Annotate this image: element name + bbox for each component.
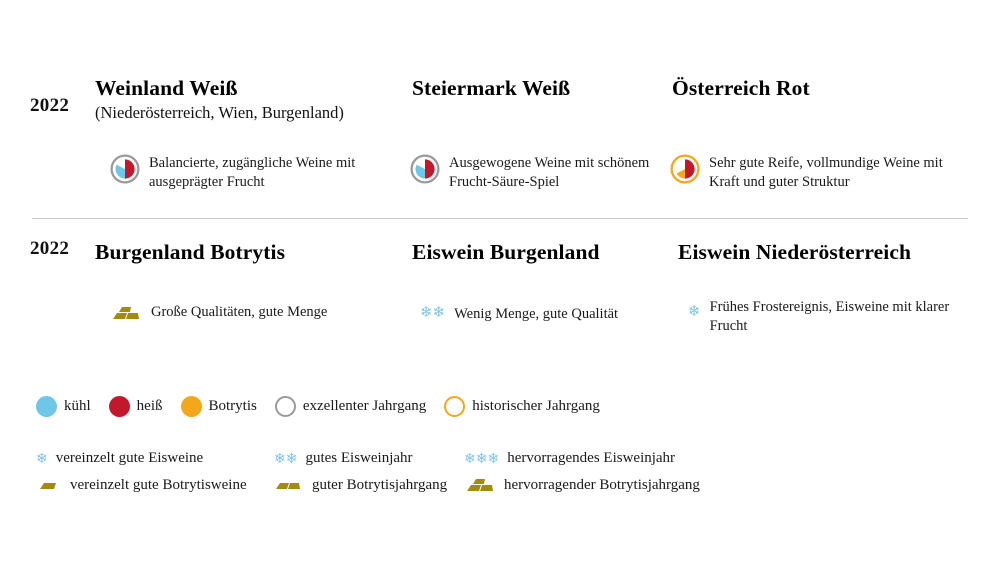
legend-item-kuehl	[36, 396, 91, 417]
legend-item-vereinzelt-gute-eisweine	[36, 450, 274, 467]
legend-item-botrytis	[181, 396, 257, 417]
legend-label: historischer Jahrgang	[472, 398, 600, 414]
legend-label: heiß	[136, 398, 163, 414]
legend-item-heiss	[109, 396, 163, 417]
legend-item-hervorragendes-eisweinjahr	[464, 450, 700, 467]
legend-label: kühl	[64, 398, 91, 414]
column-title: Steiermark Weiß	[412, 76, 571, 100]
dot-botrytis-icon	[181, 396, 202, 417]
legend-secondary-grid	[36, 450, 700, 495]
legend-primary-row	[36, 396, 618, 417]
column-title: Weinland Weiß	[95, 76, 238, 100]
entry-oesterreich-rot	[670, 154, 954, 192]
legend-item-historischer-jahrgang	[444, 396, 600, 417]
legend-label: Botrytis	[208, 398, 257, 414]
dot-hot-icon	[109, 396, 130, 417]
ring-gold-icon	[444, 396, 465, 417]
legend-label: exzellenter Jahrgang	[302, 398, 427, 414]
snowflakes-two-icon: ❄❄	[274, 450, 298, 467]
gold-bars-three-icon	[464, 475, 496, 495]
column-burgenland-botrytis	[95, 240, 395, 265]
column-weinland-weiss	[95, 76, 395, 123]
legend-item-hervorragender-botrytisjahrgang	[464, 475, 700, 495]
column-title: Burgenland Botrytis	[95, 240, 286, 264]
column-title: Eiswein Burgenland	[412, 240, 600, 264]
entry-description: Große Qualitäten, gute Menge	[151, 304, 328, 320]
pie-cool-hot-ring-grey-icon	[110, 154, 140, 184]
column-title: Eiswein Niederösterreich	[678, 240, 912, 264]
column-eiswein-burgenland	[412, 240, 662, 265]
entry-eiswein-niederoesterreich	[688, 298, 955, 336]
gold-bars-one-icon	[36, 478, 62, 492]
dot-cool-icon	[36, 396, 57, 417]
legend-label: hervorragender Botrytisjahrgang	[504, 476, 700, 493]
year-label-2: 2022	[30, 238, 70, 259]
pie-hot-botrytis-ring-gold-icon	[670, 154, 700, 184]
pie-cool-hot-ring-grey-icon	[410, 154, 440, 184]
legend-item-exzellenter-jahrgang	[275, 396, 426, 417]
entry-steiermark-weiss	[410, 154, 694, 192]
entry-burgenland-botrytis	[110, 303, 327, 327]
entry-description: Frühes Frostereignis, Eisweine mit klarer Frucht	[709, 299, 950, 335]
column-steiermark-weiss	[412, 76, 662, 101]
column-subtitle: (Niederösterreich, Wien, Burgenland)	[95, 103, 344, 122]
entry-eiswein-burgenland	[420, 305, 618, 324]
ring-grey-icon	[275, 396, 296, 417]
legend-label: vereinzelt gute Eisweine	[55, 450, 204, 466]
column-oesterreich-rot	[672, 76, 972, 101]
legend-label: guter Botrytisjahrgang	[312, 476, 448, 493]
entry-weinland-weiss	[110, 154, 394, 192]
snowflakes-two-icon: ❄❄	[420, 303, 446, 321]
legend-label: hervorragendes Eisweinjahr	[507, 450, 676, 466]
section-divider	[32, 218, 968, 219]
entry-description: Sehr gute Reife, vollmundige Weine mit Kraft und guter Struktur	[709, 155, 943, 191]
gold-bars-three-icon	[110, 303, 142, 327]
legend-item-gutes-eisweinjahr	[274, 450, 464, 467]
year-label-1: 2022	[30, 95, 70, 116]
entry-description: Balancierte, zugängliche Weine mit ausgeprägter Frucht	[149, 155, 356, 191]
legend-item-guter-botrytisjahrgang	[274, 477, 464, 494]
column-title: Österreich Rot	[672, 76, 810, 100]
snowflake-one-icon: ❄	[36, 450, 48, 467]
snowflakes-three-icon: ❄❄❄	[464, 450, 500, 467]
legend-item-vereinzelt-gute-botrytisweine	[36, 477, 274, 494]
column-eiswein-niederoesterreich	[678, 240, 978, 265]
entry-description: Ausgewogene Weine mit schönem Frucht-Säure-Spiel	[449, 155, 650, 191]
gold-bars-two-icon	[274, 478, 304, 492]
entry-description: Wenig Menge, gute Qualität	[454, 306, 619, 322]
legend-label: gutes Eisweinjahr	[305, 450, 413, 466]
snowflake-one-icon: ❄	[688, 302, 701, 320]
legend-label: vereinzelt gute Botrytisweine	[70, 476, 247, 493]
